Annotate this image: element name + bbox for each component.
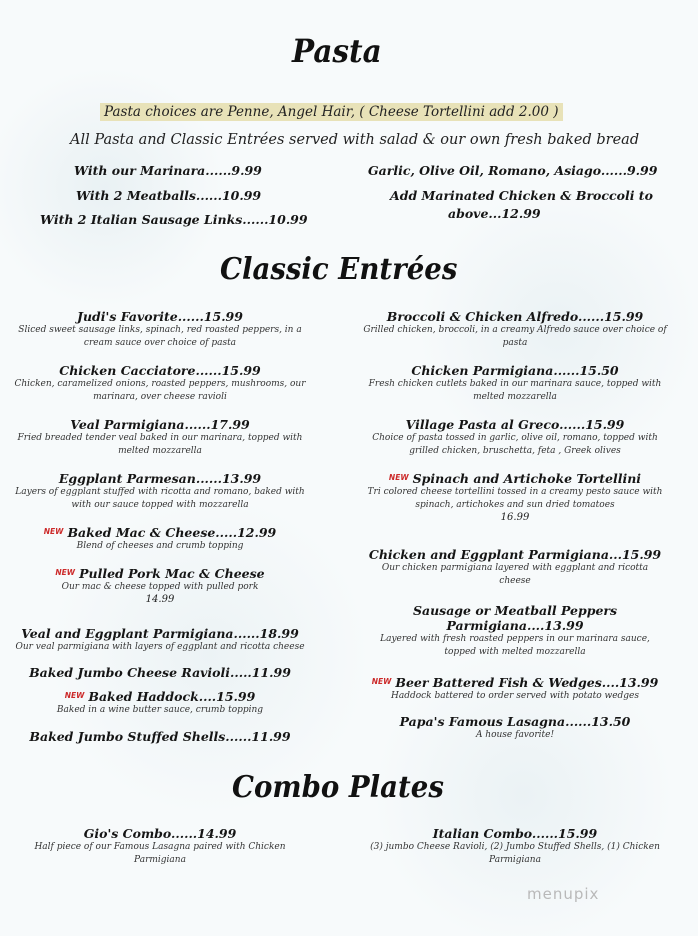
pasta-garlic-oil: Garlic, Olive Oil, Romano, Asiago......9.99 xyxy=(368,163,658,178)
entree-chicken-eggplant-parmigiana xyxy=(350,547,680,588)
entree-broccoli-alfredo xyxy=(350,309,680,350)
item-desc: Our chicken parmigiana layered with eggplant and ricotta cheese xyxy=(381,563,649,587)
entree-eggplant-parmesan xyxy=(0,471,325,512)
entree-baked-mac-cheese xyxy=(0,525,325,553)
new-badge: NEW xyxy=(64,691,85,700)
item-name: Sausage or Meatball Peppers xyxy=(412,603,618,618)
combo-gios xyxy=(0,826,325,867)
item-desc: Sliced sweet sausage links, spinach, red roasted peppers, in a cream sauce over choice of pasta xyxy=(18,325,302,349)
entree-pulled-pork-mac xyxy=(0,566,325,605)
item-desc: Blend of cheeses and crumb topping xyxy=(76,541,244,551)
new-badge: NEW xyxy=(388,473,409,482)
item-desc: Layered with fresh roasted peppers in our marinara sauce, topped with melted mozzarella xyxy=(380,634,650,658)
entree-chicken-parmigiana xyxy=(350,363,680,404)
item-desc: Fresh chicken cutlets baked in our marinara sauce, topped with melted mozzarella xyxy=(368,379,662,403)
item-name: Veal Parmigiana......17.99 xyxy=(70,417,250,432)
pasta-marinara: With our Marinara......9.99 xyxy=(74,163,262,178)
item-name-text: Baked Haddock....15.99 xyxy=(88,689,256,704)
pasta-meatballs: With 2 Meatballs......10.99 xyxy=(76,188,262,203)
item-name: Chicken Cacciatore......15.99 xyxy=(59,363,261,378)
pasta-sausage: With 2 Italian Sausage Links......10.99 xyxy=(40,212,308,227)
item-name-line2: Parmigiana....13.99 xyxy=(446,618,584,633)
item-name: Village Pasta al Greco......15.99 xyxy=(405,417,625,432)
item-desc: Tri colored cheese tortellini tossed in a creamy pesto sauce with spinach, artichokes and sun dried tomatoes xyxy=(367,487,663,511)
new-badge: NEW xyxy=(371,677,392,686)
item-name: Papa's Famous Lasagna......13.50 xyxy=(399,714,631,729)
item-name-text: Pulled Pork Mac & Cheese xyxy=(79,566,265,581)
entree-jumbo-stuffed-shells xyxy=(0,729,325,744)
item-name xyxy=(0,525,325,540)
new-badge: NEW xyxy=(55,568,76,577)
entree-chicken-cacciatore xyxy=(0,363,325,404)
entree-baked-haddock xyxy=(0,689,325,717)
item-name: Baked Jumbo Cheese Ravioli.....11.99 xyxy=(29,665,291,680)
item-name: Eggplant Parmesan......13.99 xyxy=(58,471,262,486)
entree-village-pasta-greco xyxy=(350,417,680,458)
item-desc: Grilled chicken, broccoli, in a creamy Alfredo sauce over choice of pasta xyxy=(363,325,667,349)
item-desc: Our mac & cheese topped with pulled pork xyxy=(61,582,259,592)
item-name: Veal and Eggplant Parmigiana......18.99 xyxy=(21,626,299,641)
entree-spinach-artichoke-tortellini xyxy=(350,471,680,523)
item-name xyxy=(350,675,680,690)
item-name xyxy=(0,566,325,581)
entree-sausage-meatball-peppers xyxy=(350,603,680,659)
item-desc: Layers of eggplant stuffed with ricotta and romano, baked with with our sauce topped with mozzarella xyxy=(15,487,305,511)
item-desc: Half piece of our Famous Lasagna paired with Chicken Parmigiana xyxy=(34,842,286,866)
pasta-choices-highlight: Pasta choices are Penne, Angel Hair, ( Cheese Tortellini add 2.00 ) xyxy=(100,103,563,121)
handwritten-price: 16.99 xyxy=(500,512,530,524)
entree-jumbo-cheese-ravioli xyxy=(0,665,325,680)
item-name: Chicken Parmigiana......15.50 xyxy=(411,363,619,378)
entree-beer-battered-fish xyxy=(350,675,680,703)
item-desc: Haddock battered to order served with potato wedges xyxy=(390,691,639,701)
item-desc: Baked in a wine butter sauce, crumb topping xyxy=(56,705,264,715)
item-name-text: Baked Mac & Cheese.....12.99 xyxy=(67,525,277,540)
item-name: Baked Jumbo Stuffed Shells......11.99 xyxy=(29,729,291,744)
entree-judis-favorite xyxy=(0,309,325,350)
item-name: Gio's Combo......14.99 xyxy=(83,826,237,841)
item-desc: Our veal parmigiana with layers of eggplant and ricotta cheese xyxy=(15,642,305,652)
item-name: Broccoli & Chicken Alfredo......15.99 xyxy=(386,309,644,324)
combo-italian xyxy=(350,826,680,867)
pasta-choices-note xyxy=(100,104,563,120)
served-with-note: All Pasta and Classic Entrées served with salad & our own fresh baked bread xyxy=(70,132,640,148)
item-name: Chicken and Eggplant Parmigiana...15.99 xyxy=(368,547,662,562)
item-desc: (3) jumbo Cheese Ravioli, (2) Jumbo Stuffed Shells, (1) Chicken Parmigiana xyxy=(370,842,660,866)
item-name xyxy=(350,471,680,486)
item-desc: A house favorite! xyxy=(475,730,555,740)
new-badge: NEW xyxy=(43,527,64,536)
item-name: Italian Combo......15.99 xyxy=(432,826,598,841)
item-name-text: Beer Battered Fish & Wedges....13.99 xyxy=(395,675,659,690)
item-name-text: Spinach and Artichoke Tortellini xyxy=(412,471,642,486)
classic-entrees-title: Classic Entrées xyxy=(220,252,458,287)
item-name: Judi's Favorite......15.99 xyxy=(77,309,243,324)
item-desc: Choice of pasta tossed in garlic, olive oil, romano, topped with grilled chicken, bruschetta, feta , Greek olives xyxy=(372,433,658,457)
pasta-add-chicken-price: above...12.99 xyxy=(448,206,541,221)
item-desc: Chicken, caramelized onions, roasted peppers, mushrooms, our marinara, over cheese ravioli xyxy=(14,379,306,403)
pasta-title: Pasta xyxy=(292,32,382,70)
menupix-watermark: menupix xyxy=(527,885,600,903)
pasta-add-chicken: Add Marinated Chicken & Broccoli to xyxy=(390,188,653,203)
entree-papas-lasagna xyxy=(350,714,680,742)
item-desc: Fried breaded tender veal baked in our marinara, topped with melted mozzarella xyxy=(17,433,303,457)
handwritten-price: 14.99 xyxy=(145,594,175,606)
combo-plates-title: Combo Plates xyxy=(232,770,444,805)
item-name xyxy=(0,689,325,704)
entree-veal-parmigiana xyxy=(0,417,325,458)
entree-veal-eggplant xyxy=(0,626,325,654)
